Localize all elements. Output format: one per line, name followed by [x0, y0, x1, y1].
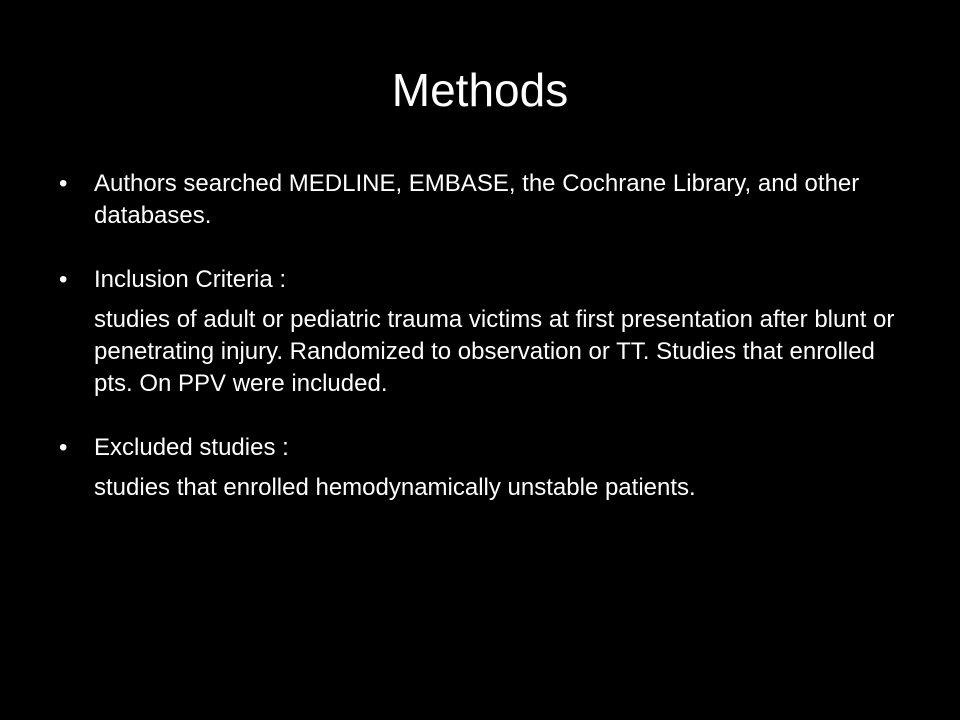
bullet-item-databases	[59, 168, 909, 232]
slide-title: Methods	[391, 64, 569, 116]
excluded-detail: studies that enrolled hemodynamically unstable patients.	[94, 474, 696, 501]
slide-body	[59, 168, 909, 504]
bullet-icon: •	[59, 434, 68, 461]
inclusion-detail: studies of adult or pediatric trauma victims at first presentation after blunt or penetrating injury. Randomized to observation or TT. Studies that enrolled pts. On PPV were included.	[94, 306, 895, 397]
bullet-text: Authors searched MEDLINE, EMBASE, the Cochrane Library, and other databases.	[94, 170, 860, 229]
bullet-item-inclusion	[59, 264, 909, 296]
spacer	[59, 400, 909, 432]
bullet-text: Excluded studies :	[94, 434, 289, 461]
bullet-icon: •	[59, 170, 68, 197]
bullet-icon: •	[59, 266, 68, 293]
spacer	[59, 232, 909, 264]
bullet-text: Inclusion Criteria :	[94, 266, 287, 293]
bullet-item-excluded	[59, 432, 909, 464]
